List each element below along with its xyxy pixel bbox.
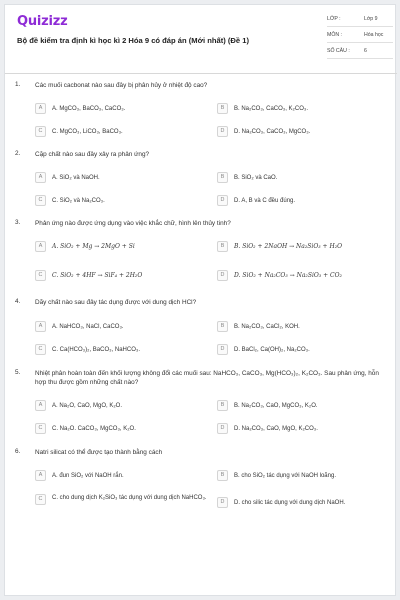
meta-value: 6	[364, 48, 367, 54]
question-text: Phản ứng nào được ứng dụng vào việc khắc chữ, hình lên thủy tinh?	[35, 220, 231, 227]
option-text: C. MgCO₃, LiCO₃, BaCO₃.	[52, 129, 123, 135]
question-text: Cặp chất nào sau đây xảy ra phản ứng?	[35, 151, 150, 158]
option-text: B. Na₂CO₃, CaO, MgCO₃, K₂O.	[234, 403, 318, 409]
option-c[interactable]	[35, 195, 210, 209]
option-letter-box: C	[35, 126, 46, 137]
option-d[interactable]	[217, 126, 392, 140]
option-a[interactable]	[35, 470, 210, 484]
option-text: B. Na₂CO₃, CaCO₃, K₂CO₃.	[234, 106, 309, 112]
option-b[interactable]	[217, 321, 392, 335]
option-text: B. Na₂CO₃, CaCl₂, KOH.	[234, 324, 300, 330]
option-letter-box: D	[217, 344, 228, 355]
option-text: D. SiO₂ + Na₂CO₃ → Na₂SiO₃ + CO₂	[234, 272, 342, 279]
option-letter-box: A	[35, 241, 46, 252]
option-letter-box: B	[217, 400, 228, 411]
question-text: Natri silicat có thể được tạo thành bằng cách	[35, 449, 163, 456]
worksheet-header	[5, 5, 397, 69]
option-d[interactable]	[217, 270, 392, 284]
option-letter-box: D	[217, 423, 228, 434]
meta-row-subject	[327, 27, 393, 43]
option-text: D. Na₂CO₃, CaCO₃, MgCO₃.	[234, 129, 311, 135]
option-letter-box: D	[217, 497, 228, 508]
option-text: C. Ca(HCO₃)₂, BaCO₃, NaHCO₃.	[52, 347, 141, 353]
option-text: B. SiO₂ và CaO.	[234, 175, 278, 181]
option-letter-box: A	[35, 103, 46, 114]
quizizz-logo: Quizizz	[17, 14, 68, 29]
option-text: D. Na₂CO₃, CaO, MgO, K₂CO₃.	[234, 426, 318, 432]
meta-label: SỐ CÂU :	[327, 48, 350, 54]
option-text: A. MgCO₃, BaCO₃, CaCO₃.	[52, 106, 126, 112]
option-letter-box: A	[35, 172, 46, 183]
option-a[interactable]	[35, 241, 210, 255]
meta-value: Hóa học	[364, 32, 384, 38]
option-text: D. cho silic tác dụng với dung dịch NaOH.	[234, 500, 346, 506]
option-a[interactable]	[35, 103, 210, 117]
option-a[interactable]	[35, 321, 210, 335]
option-text: A. Na₂O, CaO, MgO, K₂O.	[52, 403, 123, 409]
option-text: C. SiO₂ + 4HF → SiF₄ + 2H₂O	[52, 272, 143, 279]
option-b[interactable]	[217, 172, 392, 186]
option-text: C. Na₂O. CaCO₃, MgCO₃, K₂O.	[52, 426, 136, 432]
option-d[interactable]	[217, 497, 392, 511]
option-a[interactable]	[35, 400, 210, 414]
option-letter-box: B	[217, 172, 228, 183]
option-d[interactable]	[217, 344, 392, 358]
option-letter-box: D	[217, 195, 228, 206]
option-letter-box: C	[35, 195, 46, 206]
option-text: B. cho SiO₂ tác dụng với NaOH loãng.	[234, 473, 336, 479]
option-letter-box: C	[35, 494, 46, 505]
option-c[interactable]	[35, 126, 210, 140]
option-text: A. đun SiO₂ với NaOH rắn.	[52, 473, 124, 479]
option-letter-box: C	[35, 270, 46, 281]
option-text: A. SiO₂ và NaOH.	[52, 175, 100, 181]
meta-row-class	[327, 11, 393, 27]
worksheet-meta	[327, 11, 393, 59]
meta-row-question-count	[327, 43, 393, 59]
option-c[interactable]	[35, 494, 210, 516]
option-b[interactable]	[217, 470, 392, 484]
option-letter-box: C	[35, 423, 46, 434]
option-text: A. SiO₂ + Mg → 2MgO + Si	[52, 243, 135, 250]
option-letter-box: B	[217, 321, 228, 332]
worksheet-title: Bộ đề kiểm tra định kì học kì 2 Hóa 9 có đáp án (Mới nhất) (Đề 1)	[17, 36, 249, 45]
option-c[interactable]	[35, 423, 210, 437]
option-text: A. NaHCO₃, NaCl, CaCO₃.	[52, 324, 124, 330]
worksheet-page	[4, 4, 396, 596]
option-d[interactable]	[217, 195, 392, 209]
question-text: Nhiệt phân hoàn toàn đến khối lượng không đổi các muối sau: NaHCO₃, CaCO₃, Mg(HCO₃)₂, K₂CO₃. Sau phản ứng, hỗn hợp thu được gồm những chất nào?	[35, 370, 379, 386]
option-text: C. SiO₂ và Na₂CO₃.	[52, 198, 105, 204]
option-text: C. cho dung dịch K₂SiO₃ tác dụng với dung dịch NaHCO₃.	[52, 495, 207, 501]
option-letter-box: A	[35, 321, 46, 332]
option-letter-box: C	[35, 344, 46, 355]
option-text: D. A, B và C đều đúng.	[234, 198, 296, 204]
meta-label: LỚP :	[327, 16, 341, 22]
option-letter-box: D	[217, 270, 228, 281]
question-number: 3.	[15, 219, 21, 226]
meta-value: Lớp 9	[364, 16, 378, 22]
option-letter-box: B	[217, 103, 228, 114]
option-d[interactable]	[217, 423, 392, 437]
header-divider	[5, 73, 397, 74]
option-letter-box: B	[217, 470, 228, 481]
question-text: Dãy chất nào sau đây tác dụng được với dung dịch HCl?	[35, 299, 197, 306]
option-letter-box: A	[35, 400, 46, 411]
question-number: 2.	[15, 150, 21, 157]
question-number: 6.	[15, 448, 21, 455]
option-c[interactable]	[35, 270, 210, 284]
option-b[interactable]	[217, 400, 392, 414]
option-b[interactable]	[217, 103, 392, 117]
option-letter-box: A	[35, 470, 46, 481]
option-letter-box: B	[217, 241, 228, 252]
option-text: D. BaCl₂, Ca(OH)₂, Na₂CO₃.	[234, 347, 310, 353]
question-number: 4.	[15, 298, 21, 305]
question-number: 1.	[15, 81, 21, 88]
meta-label: MÔN :	[327, 32, 342, 38]
question-text: Các muối cacbonat nào sau đây bị phân hủy ở nhiệt độ cao?	[35, 82, 208, 89]
option-letter-box: D	[217, 126, 228, 137]
option-b[interactable]	[217, 241, 392, 255]
question-number: 5.	[15, 369, 21, 376]
option-text: B. SiO₂ + 2NaOH → Na₂SiO₃ + H₂O	[234, 243, 343, 250]
option-a[interactable]	[35, 172, 210, 186]
option-c[interactable]	[35, 344, 210, 358]
